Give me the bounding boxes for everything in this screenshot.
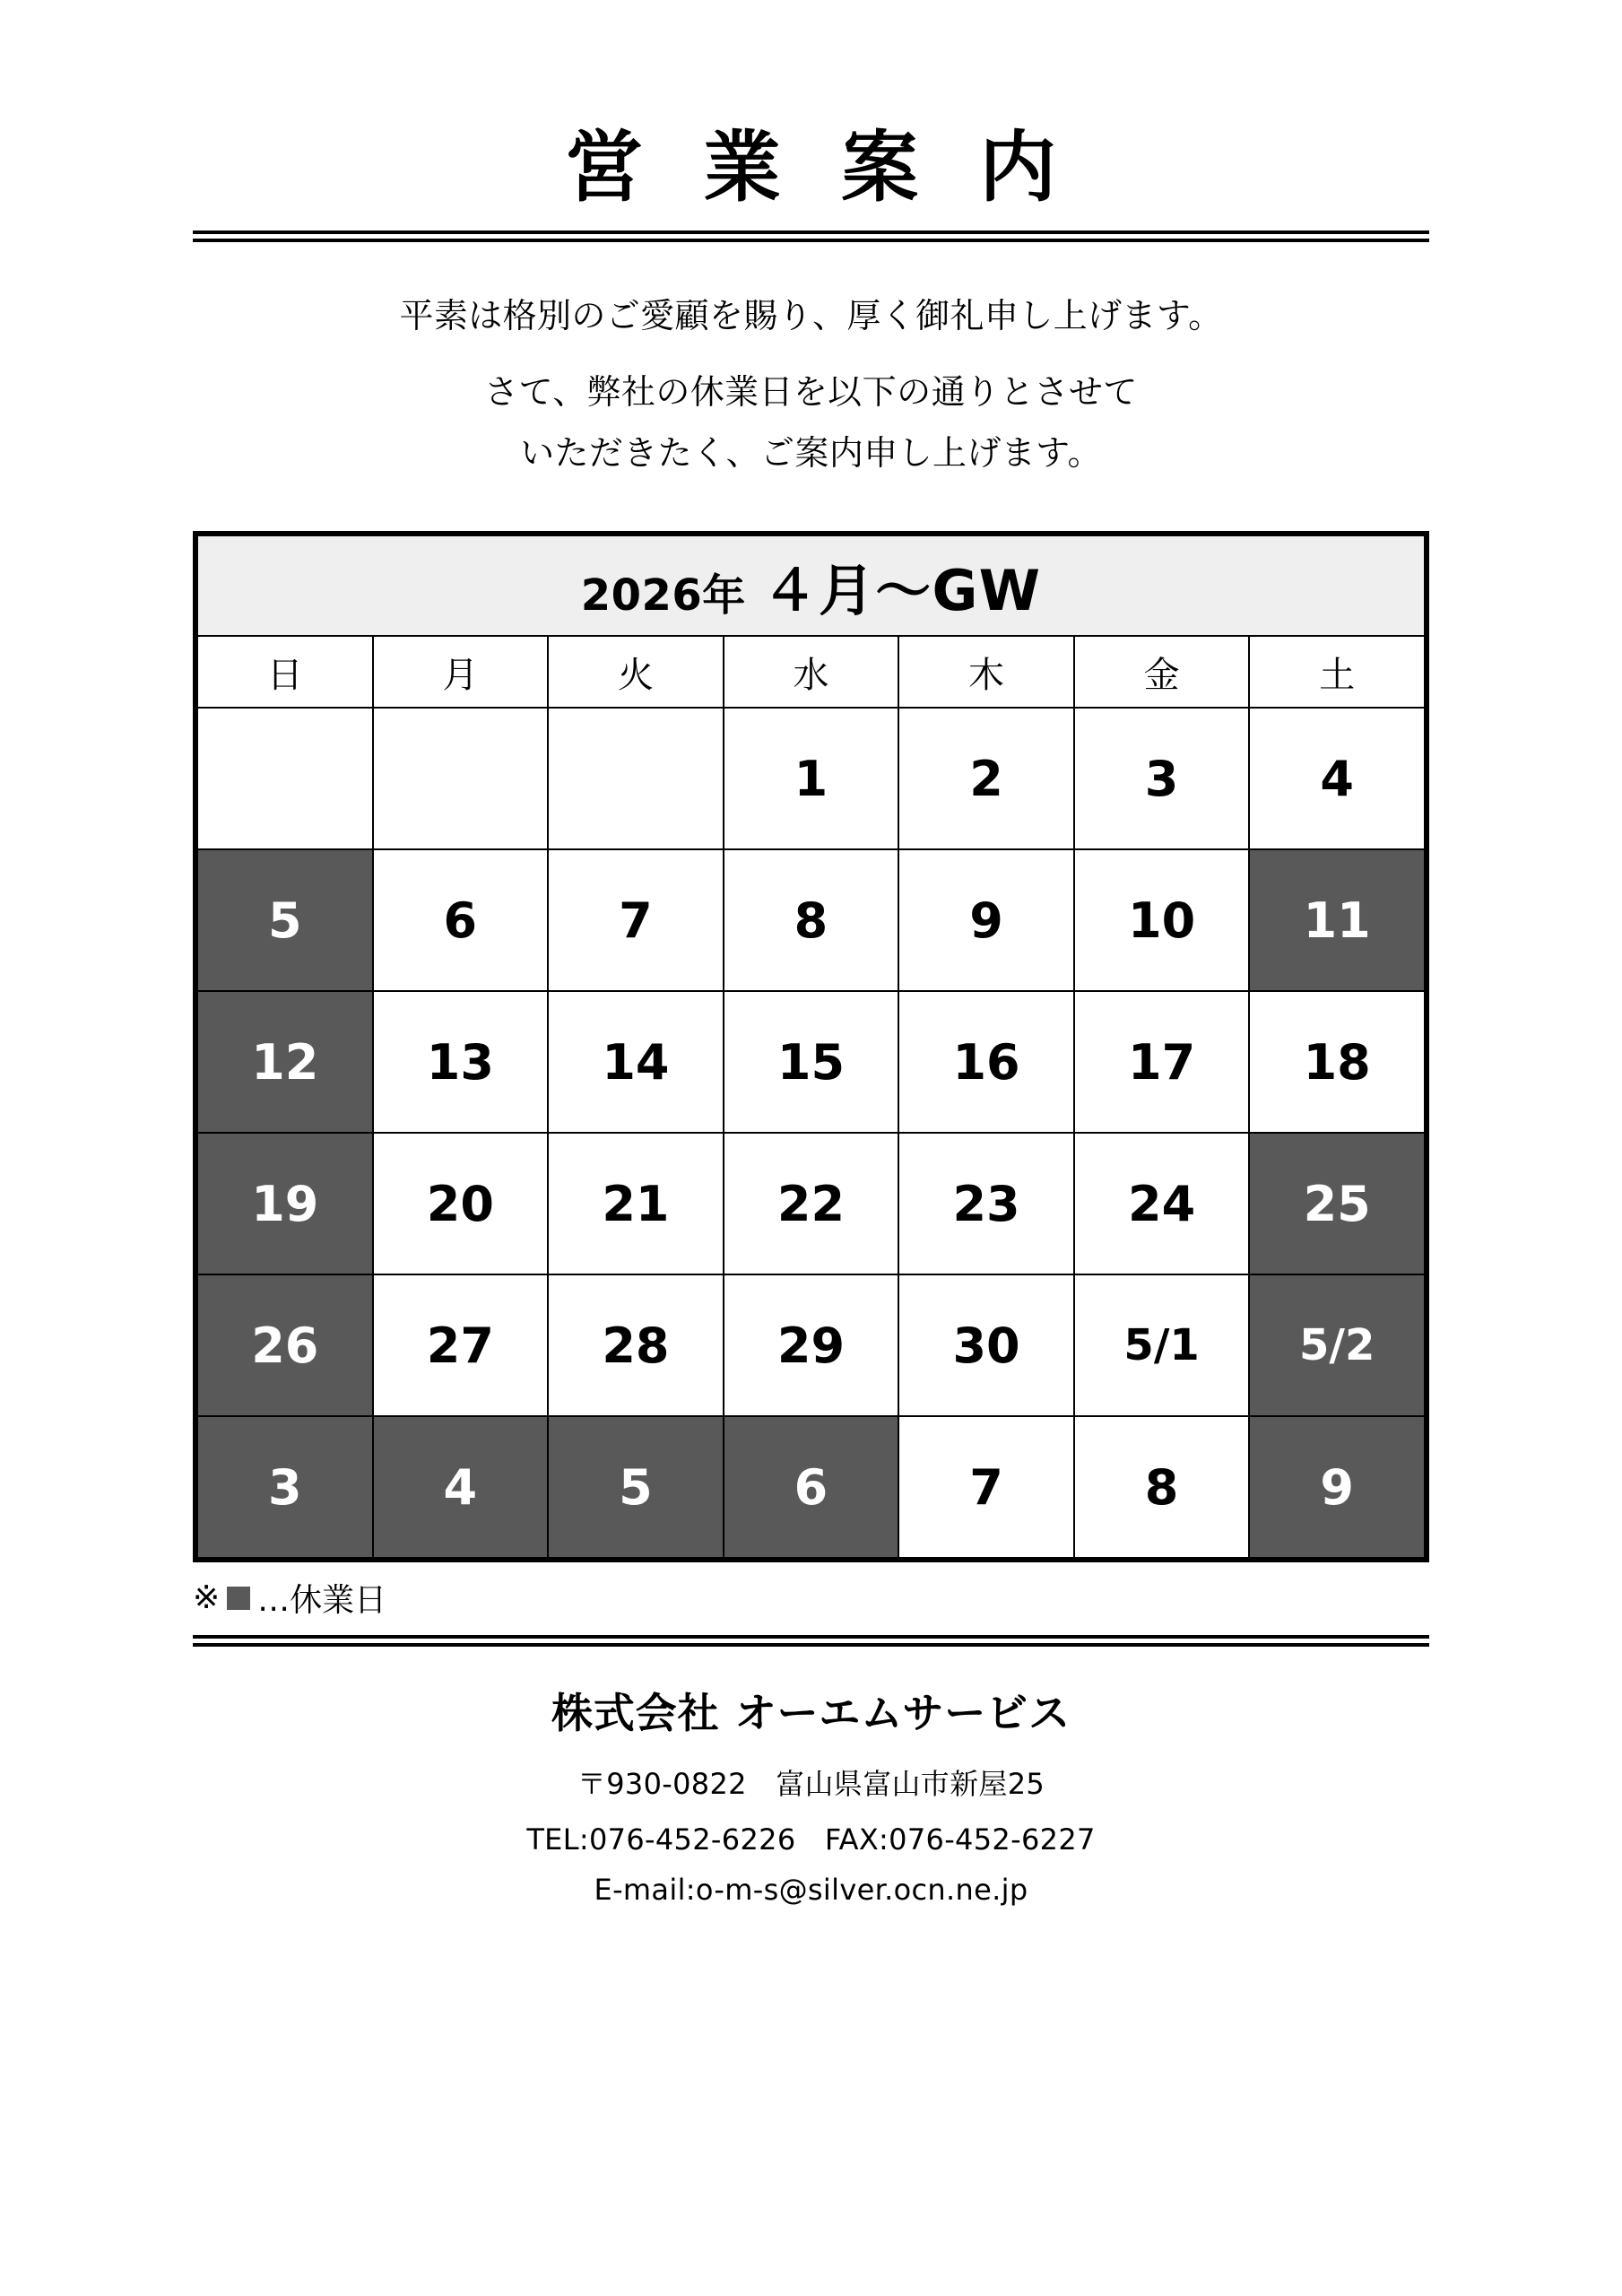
calendar-weekday-2: 火 bbox=[548, 636, 724, 708]
calendar-day-cell: 8 bbox=[724, 849, 899, 991]
legend-swatch-icon bbox=[227, 1587, 250, 1610]
company-address: 〒930-0822 富山県富山市新屋25 bbox=[577, 1767, 1045, 1802]
calendar-day-cell: 25 bbox=[1249, 1133, 1425, 1274]
calendar-day-cell: 18 bbox=[1249, 991, 1425, 1133]
calendar-day-cell: 26 bbox=[197, 1274, 373, 1416]
footer-block bbox=[193, 1681, 1429, 1907]
greeting-line-2: さて、弊社の休業日を以下の通りとさせて bbox=[484, 372, 1138, 413]
calendar-day-cell: 7 bbox=[548, 849, 724, 991]
calendar-day-cell: 23 bbox=[898, 1133, 1074, 1274]
calendar-day-cell: 17 bbox=[1074, 991, 1250, 1133]
calendar-day-cell: 21 bbox=[548, 1133, 724, 1274]
calendar-day-cell: 20 bbox=[373, 1133, 549, 1274]
page-title: 営 業 案 内 bbox=[565, 123, 1074, 213]
company-tel-fax: TEL:076-452-6226 FAX:076-452-6227 bbox=[526, 1822, 1096, 1857]
greeting-line-1: 平素は格別のご愛顧を賜り、厚く御礼申し上げます。 bbox=[399, 295, 1223, 335]
calendar-day-cell: 16 bbox=[898, 991, 1074, 1133]
calendar-weekday-1: 月 bbox=[373, 636, 549, 708]
calendar-day-cell: 5 bbox=[548, 1416, 724, 1558]
greeting-line-3: いただきたく、ご案内申し上げます。 bbox=[520, 432, 1102, 473]
calendar-day-cell: 24 bbox=[1074, 1133, 1250, 1274]
calendar-day-cell: 6 bbox=[373, 849, 549, 991]
calendar bbox=[193, 531, 1429, 1562]
calendar-week-row bbox=[197, 1416, 1425, 1558]
calendar-weekday-6: 土 bbox=[1249, 636, 1425, 708]
calendar-weekday-4: 木 bbox=[898, 636, 1074, 708]
legend-label: …休業日 bbox=[257, 1582, 387, 1620]
calendar-day-cell: 4 bbox=[373, 1416, 549, 1558]
calendar-week-row bbox=[197, 991, 1425, 1133]
title-divider bbox=[193, 230, 1429, 242]
calendar-week-row bbox=[197, 849, 1425, 991]
calendar-day-empty bbox=[373, 708, 549, 849]
calendar-day-cell: 19 bbox=[197, 1133, 373, 1274]
greeting-block bbox=[193, 289, 1429, 482]
company-email: E-mail:o-m-s@silver.ocn.ne.jp bbox=[594, 1873, 1028, 1908]
calendar-year: 2026年 bbox=[580, 570, 746, 621]
calendar-day-cell: 2 bbox=[898, 708, 1074, 849]
calendar-day-cell: 5/2 bbox=[1249, 1274, 1425, 1416]
calendar-week-row bbox=[197, 1133, 1425, 1274]
calendar-day-cell: 8 bbox=[1074, 1416, 1250, 1558]
calendar-title-row bbox=[197, 535, 1425, 636]
calendar-table bbox=[196, 535, 1426, 1559]
calendar-day-cell: 6 bbox=[724, 1416, 899, 1558]
calendar-title-cell bbox=[197, 535, 1425, 636]
legend-prefix: ※ bbox=[193, 1579, 221, 1617]
calendar-month: ４月〜GW bbox=[761, 557, 1042, 623]
calendar-day-cell: 27 bbox=[373, 1274, 549, 1416]
calendar-day-cell: 9 bbox=[898, 849, 1074, 991]
calendar-day-cell: 14 bbox=[548, 991, 724, 1133]
calendar-weekday-0: 日 bbox=[197, 636, 373, 708]
calendar-day-cell: 10 bbox=[1074, 849, 1250, 991]
calendar-day-cell: 1 bbox=[724, 708, 899, 849]
title-block bbox=[193, 0, 1429, 242]
calendar-day-empty bbox=[197, 708, 373, 849]
calendar-day-cell: 3 bbox=[1074, 708, 1250, 849]
calendar-day-cell: 5/1 bbox=[1074, 1274, 1250, 1416]
calendar-day-cell: 7 bbox=[898, 1416, 1074, 1558]
calendar-day-cell: 4 bbox=[1249, 708, 1425, 849]
calendar-day-cell: 9 bbox=[1249, 1416, 1425, 1558]
calendar-weekday-5: 金 bbox=[1074, 636, 1250, 708]
calendar-day-cell: 5 bbox=[197, 849, 373, 991]
calendar-day-cell: 12 bbox=[197, 991, 373, 1133]
calendar-day-cell: 13 bbox=[373, 991, 549, 1133]
legend bbox=[193, 1575, 1429, 1621]
calendar-week-row bbox=[197, 1274, 1425, 1416]
calendar-day-cell: 11 bbox=[1249, 849, 1425, 991]
calendar-day-cell: 22 bbox=[724, 1133, 899, 1274]
calendar-day-cell: 28 bbox=[548, 1274, 724, 1416]
calendar-week-row bbox=[197, 708, 1425, 849]
calendar-day-cell: 3 bbox=[197, 1416, 373, 1558]
calendar-day-cell: 15 bbox=[724, 991, 899, 1133]
calendar-weekday-3: 水 bbox=[724, 636, 899, 708]
calendar-weekday-row bbox=[197, 636, 1425, 708]
footer-divider bbox=[193, 1635, 1429, 1647]
calendar-day-cell: 30 bbox=[898, 1274, 1074, 1416]
calendar-day-cell: 29 bbox=[724, 1274, 899, 1416]
calendar-day-empty bbox=[548, 708, 724, 849]
company-name: 株式会社 オーエムサービス bbox=[551, 1689, 1071, 1738]
